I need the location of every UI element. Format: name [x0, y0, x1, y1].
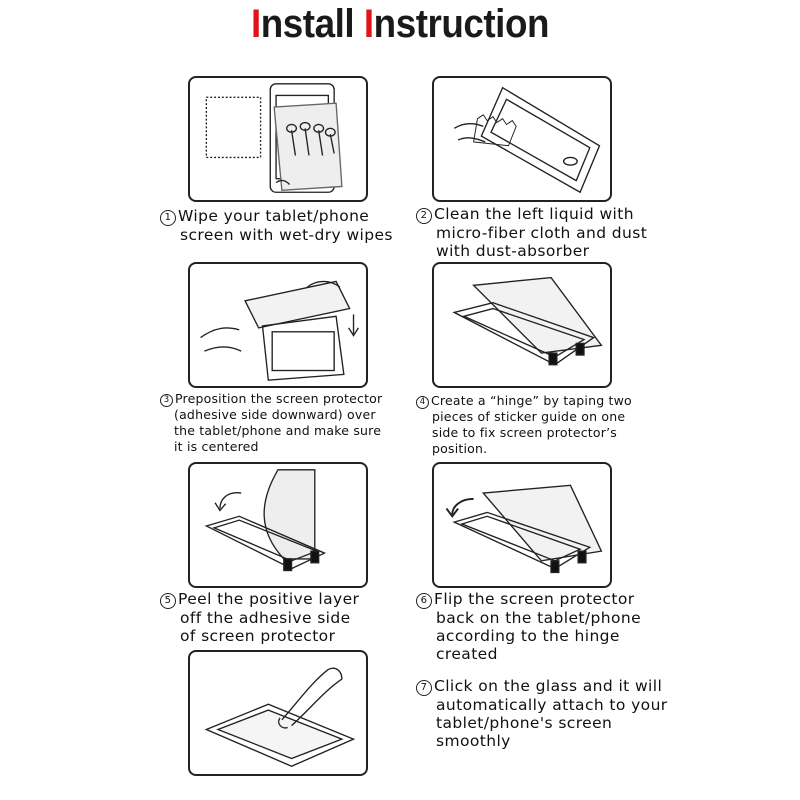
- step-3-illustration: [188, 262, 368, 388]
- step-4-line-3: side to fix screen protector’s: [432, 425, 617, 440]
- step-6-number: 6: [416, 593, 432, 609]
- step-1-line-1: 1 Wipe your tablet/phone: [160, 207, 393, 226]
- step-3-caption: [160, 391, 382, 455]
- step-2-line-1: 2 Clean the left liquid with: [416, 205, 647, 224]
- step-1-line-2: screen with wet-dry wipes: [180, 226, 393, 244]
- flip-protector-on-hinge-icon: [434, 464, 610, 586]
- step-7-line-2: automatically attach to your: [436, 696, 668, 714]
- step-1-number: 1: [160, 210, 176, 226]
- step-7-line-1: 7 Click on the glass and it will: [416, 677, 668, 696]
- step-3-line-3: the tablet/phone and make sure: [174, 423, 382, 438]
- step-4-line-1: 4 Create a “hinge” by taping two: [416, 393, 632, 409]
- step-5-number: 5: [160, 593, 176, 609]
- phone-screen-with-wipe-icon: [190, 78, 366, 200]
- step-2-line-3: with dust-absorber: [436, 242, 590, 260]
- step-3-line-4: it is centered: [174, 439, 259, 454]
- step-4-caption: [416, 393, 632, 457]
- step-6-caption: [416, 590, 641, 663]
- step-3-line-1: 3 Preposition the screen protector: [160, 391, 382, 407]
- step-7-number: 7: [416, 680, 432, 696]
- title-rest-2: nstruction: [373, 2, 549, 46]
- step-7-caption: [416, 677, 668, 750]
- hands-positioning-protector-icon: [190, 264, 366, 386]
- step-2-line-2: micro-fiber cloth and dust: [436, 224, 648, 242]
- step-5-line-3: of screen protector: [180, 627, 336, 645]
- peel-positive-layer-icon: [190, 464, 366, 586]
- title-initial-1: I: [251, 2, 261, 46]
- step-7-illustration: [188, 650, 368, 776]
- step-4-line-4: position.: [432, 441, 488, 456]
- step-3-line-2: (adhesive side downward) over: [174, 407, 376, 422]
- step-6-line-2: back on the tablet/phone: [436, 609, 642, 627]
- step-5-line-2: off the adhesive side: [180, 609, 351, 627]
- step-4-illustration: [432, 262, 612, 388]
- step-5-caption: [160, 590, 359, 645]
- title-rest-1: nstall: [260, 2, 364, 46]
- step-2-caption: [416, 205, 647, 260]
- step-6-line-1: 6 Flip the screen protector: [416, 590, 641, 609]
- step-5-line-1: 5 Peel the positive layer: [160, 590, 359, 609]
- finger-pressing-glass-icon: [190, 652, 366, 774]
- step-4-number: 4: [416, 396, 429, 409]
- step-3-number: 3: [160, 394, 173, 407]
- step-6-illustration: [432, 462, 612, 588]
- phone-with-microfiber-cloth-icon: [434, 78, 610, 200]
- step-4-line-2: pieces of sticker guide on one: [432, 409, 626, 424]
- page-title: [32, 2, 768, 47]
- step-2-number: 2: [416, 208, 432, 224]
- title-initial-2: I: [363, 2, 374, 46]
- step-6-line-3: according to the hinge: [436, 627, 620, 645]
- step-5-illustration: [188, 462, 368, 588]
- protector-hinge-with-stickers-icon: [434, 264, 610, 386]
- step-2-illustration: [432, 76, 612, 202]
- step-7-line-4: smoothly: [436, 732, 511, 750]
- step-1-caption: [160, 207, 393, 244]
- step-7-line-3: tablet/phone's screen: [436, 714, 613, 732]
- step-1-illustration: [188, 76, 368, 202]
- step-6-line-4: created: [436, 645, 498, 663]
